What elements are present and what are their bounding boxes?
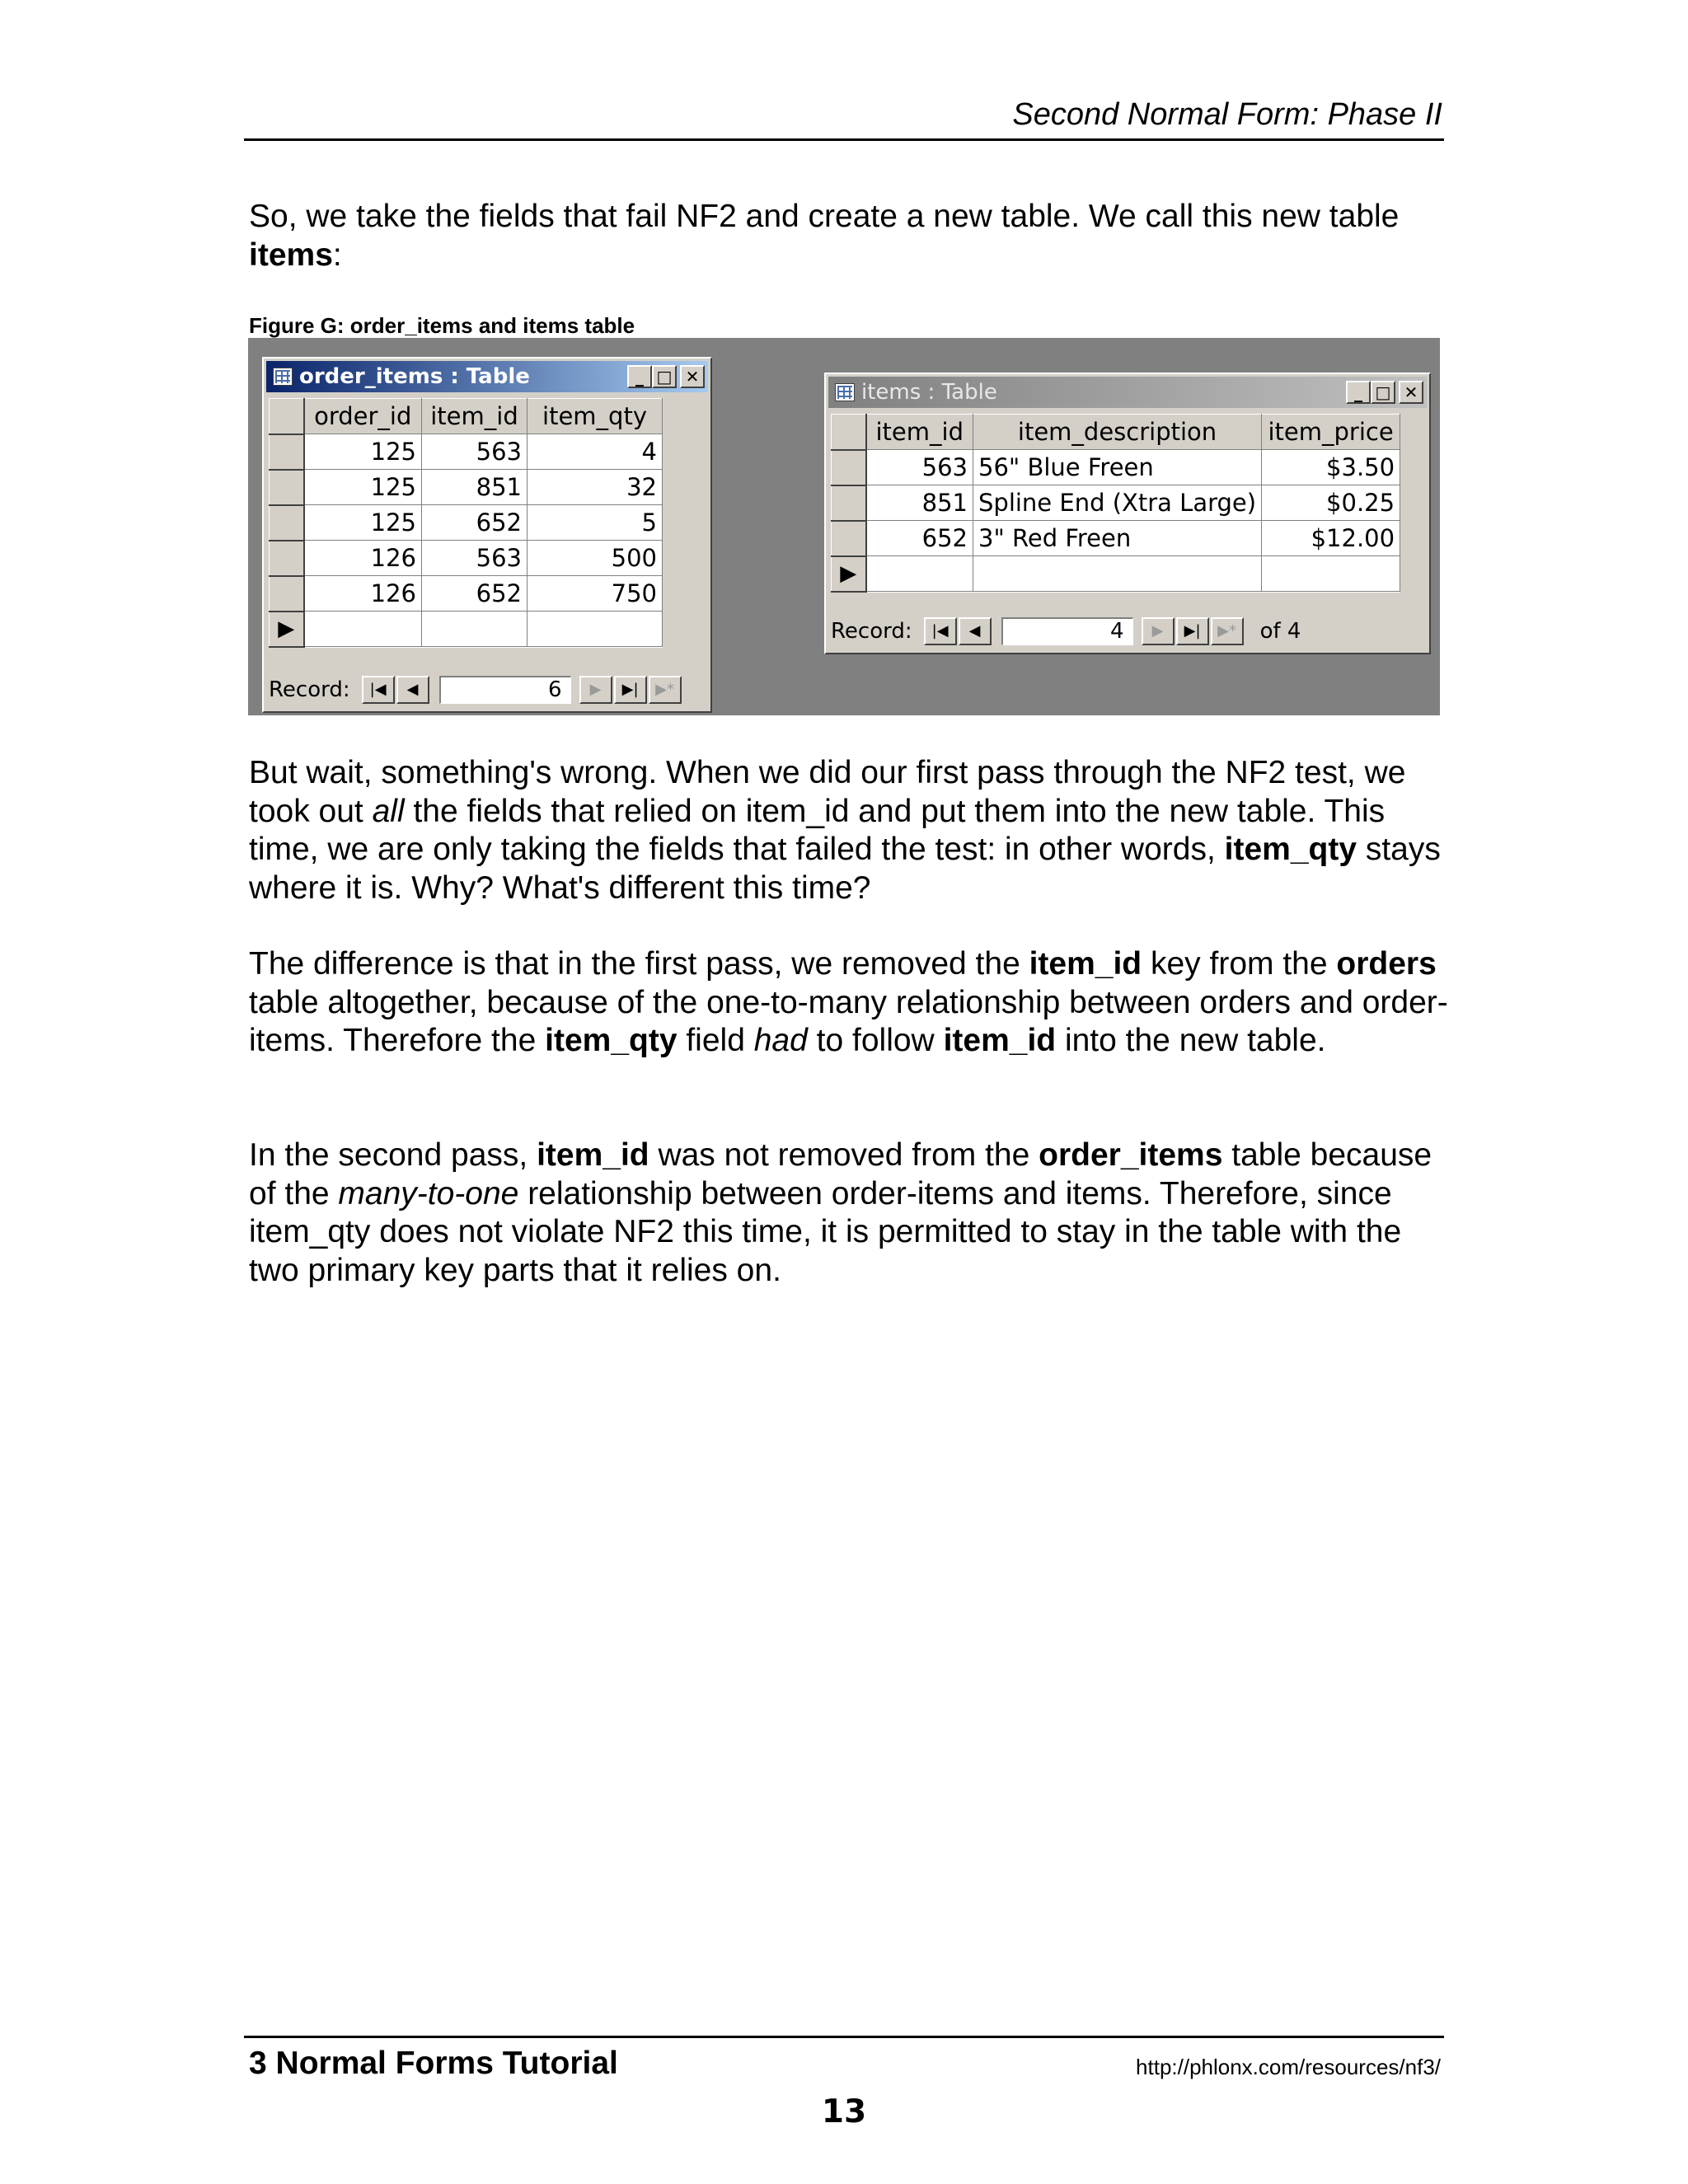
record-navigation-bar: [269, 673, 683, 706]
table-row: [832, 485, 1400, 521]
table-row: [270, 434, 663, 470]
cell-item-price[interactable]: $3.50: [1262, 450, 1400, 485]
cell-item-id[interactable]: 851: [422, 470, 528, 505]
table-icon: [273, 368, 293, 386]
text-run: relationship between order-items and items. Therefore, since item_qty does not violate NF2 this time, it is permitted to stay in the table with the two primary key parts that it relies on.: [249, 1175, 1402, 1288]
table-row: [832, 521, 1400, 556]
table-icon: [835, 383, 855, 401]
record-count: of 4: [1259, 619, 1301, 644]
text-run: into the new table.: [1056, 1023, 1326, 1058]
order-items-datasheet: [269, 398, 663, 648]
table-row: [270, 576, 663, 612]
items-datasheet: [831, 414, 1400, 593]
cell-order-id[interactable]: 126: [304, 576, 422, 612]
column-header[interactable]: item_id: [866, 415, 973, 450]
bold-run: item_id: [537, 1137, 649, 1173]
cell-order-id[interactable]: 125: [304, 470, 422, 505]
record-number-field[interactable]: 4: [1001, 617, 1133, 645]
minimize-icon[interactable]: _: [627, 365, 652, 388]
italic-run: all: [372, 793, 405, 829]
maximize-icon[interactable]: □: [652, 365, 677, 388]
paragraph-2: [249, 754, 1452, 907]
italic-run: had: [753, 1023, 808, 1058]
table-row: [270, 505, 663, 541]
items-titlebar[interactable]: [828, 377, 1427, 408]
figure-caption: Figure G: order_items and items table: [249, 313, 635, 338]
cell-order-id[interactable]: [304, 612, 422, 647]
page-number: 13: [821, 2093, 867, 2130]
order-items-titlebar[interactable]: [266, 361, 708, 392]
cell-item-price[interactable]: $0.25: [1262, 485, 1400, 521]
column-header[interactable]: item_price: [1262, 415, 1400, 450]
cell-item-id[interactable]: 652: [866, 521, 973, 556]
cell-item-id[interactable]: 652: [422, 505, 528, 541]
record-selector[interactable]: [270, 541, 304, 576]
text-run: The difference is that in the first pass, we removed the: [249, 946, 1029, 982]
new-record-icon[interactable]: ▶*: [1211, 617, 1244, 645]
new-record-row: [832, 556, 1400, 592]
paragraph-3: [249, 945, 1452, 1061]
select-all-corner[interactable]: [832, 415, 866, 450]
cell-item-price[interactable]: $12.00: [1262, 521, 1400, 556]
column-header[interactable]: order_id: [304, 399, 422, 434]
cell-item-price[interactable]: [1262, 556, 1400, 592]
next-record-icon[interactable]: ▶: [1142, 617, 1175, 645]
text-run: table altogether, because of the one-to-many relationship between orders and order-items. Therefore the: [249, 984, 1448, 1058]
table-row: [270, 470, 663, 505]
cell-item-id[interactable]: 652: [422, 576, 528, 612]
cell-item-description[interactable]: 56" Blue Freen: [973, 450, 1262, 485]
close-icon[interactable]: ✕: [1399, 381, 1423, 404]
cell-order-id[interactable]: 125: [304, 505, 422, 541]
bold-run: item_id: [943, 1023, 1057, 1058]
cell-item-qty[interactable]: 4: [528, 434, 663, 470]
table-row: [270, 541, 663, 576]
last-record-icon[interactable]: ▶|: [614, 676, 647, 704]
paragraph-4: [249, 1137, 1452, 1290]
text-run: the fields that relied on item_id and put them into the new table. This time, we are only taking the fields that failed the test: in other words,: [249, 793, 1386, 867]
bold-run: order_items: [1039, 1137, 1223, 1173]
running-header: Second Normal Form: Phase II: [1012, 97, 1442, 132]
intro-paragraph: [249, 198, 1452, 274]
record-selector[interactable]: [270, 505, 304, 541]
bold-run: orders: [1336, 946, 1437, 982]
new-record-icon[interactable]: ▶*: [649, 676, 682, 704]
header-rule: [244, 138, 1444, 141]
record-label: Record:: [831, 619, 912, 644]
bold-run: item_qty: [545, 1023, 678, 1058]
cell-item-description[interactable]: Spline End (Xtra Large): [973, 485, 1262, 521]
cell-item-qty[interactable]: 500: [528, 541, 663, 576]
close-icon[interactable]: ✕: [680, 365, 705, 388]
current-record-arrow-icon[interactable]: ▶: [270, 612, 304, 647]
next-record-icon[interactable]: ▶: [579, 676, 612, 704]
record-navigation-bar: [831, 615, 1301, 648]
bold-run: item_qty: [1224, 832, 1357, 867]
cell-item-description[interactable]: 3" Red Freen: [973, 521, 1262, 556]
items-window-title: items : Table: [861, 380, 997, 405]
footer-rule: [244, 2036, 1444, 2038]
cell-item-id[interactable]: [422, 612, 528, 647]
footer-url[interactable]: http://phlonx.com/resources/nf3/: [1136, 2055, 1441, 2079]
new-record-row: [270, 612, 663, 647]
first-record-icon[interactable]: |◀: [924, 617, 957, 645]
text-run: In the second pass,: [249, 1137, 537, 1173]
text-run: stays where it is. Why? What's different this time?: [249, 832, 1441, 906]
text-run: field: [677, 1023, 754, 1058]
text-run: table because of the: [249, 1137, 1432, 1212]
cell-item-qty[interactable]: 750: [528, 576, 663, 612]
cell-item-qty[interactable]: 32: [528, 470, 663, 505]
current-record-arrow-icon[interactable]: ▶: [832, 556, 866, 592]
intro-after: :: [332, 237, 342, 273]
column-header[interactable]: item_qty: [528, 399, 663, 434]
cell-item-id[interactable]: [866, 556, 973, 592]
italic-run: many-to-one: [338, 1175, 519, 1212]
text-run: to follow: [807, 1023, 944, 1058]
column-header-row: [832, 415, 1400, 450]
items-window[interactable]: [824, 373, 1431, 654]
figure-screenshot: [248, 338, 1440, 715]
column-header-row: [270, 399, 663, 434]
record-selector[interactable]: [270, 576, 304, 612]
record-selector[interactable]: [832, 521, 866, 556]
intro-bold: items: [249, 237, 333, 273]
cell-item-id[interactable]: 563: [422, 434, 528, 470]
intro-text: So, we take the fields that fail NF2 and create a new table. We call this new table: [249, 199, 1400, 234]
order-items-window-title: order_items : Table: [299, 364, 530, 389]
select-all-corner[interactable]: [270, 399, 304, 434]
first-record-icon[interactable]: |◀: [362, 676, 395, 704]
record-selector[interactable]: [832, 450, 866, 485]
cell-item-id[interactable]: 563: [866, 450, 973, 485]
record-selector[interactable]: [270, 470, 304, 505]
cell-item-qty[interactable]: [528, 612, 663, 647]
bold-run: item_id: [1029, 946, 1142, 982]
record-selector[interactable]: [832, 485, 866, 521]
order-items-window[interactable]: [262, 357, 712, 713]
cell-order-id[interactable]: 125: [304, 434, 422, 470]
last-record-icon[interactable]: ▶|: [1176, 617, 1209, 645]
column-header[interactable]: item_description: [973, 415, 1262, 450]
previous-record-icon[interactable]: ◀: [396, 676, 429, 704]
text-run: was not removed from the: [649, 1137, 1039, 1173]
record-label: Record:: [269, 677, 350, 702]
text-run: key from the: [1142, 946, 1337, 982]
cell-item-id[interactable]: 851: [866, 485, 973, 521]
text-run: But wait, something's wrong. When we did our first pass through the NF2 test, we took out: [249, 755, 1406, 829]
record-selector[interactable]: [270, 434, 304, 470]
cell-item-description[interactable]: [973, 556, 1262, 592]
previous-record-icon[interactable]: ◀: [959, 617, 992, 645]
table-row: [832, 450, 1400, 485]
record-number-field[interactable]: 6: [439, 676, 571, 704]
footer-title: 3 Normal Forms Tutorial: [249, 2046, 618, 2081]
cell-item-id[interactable]: 563: [422, 541, 528, 576]
cell-order-id[interactable]: 126: [304, 541, 422, 576]
cell-item-qty[interactable]: 5: [528, 505, 663, 541]
maximize-icon[interactable]: □: [1371, 381, 1395, 404]
minimize-icon[interactable]: _: [1346, 381, 1371, 404]
column-header[interactable]: item_id: [422, 399, 528, 434]
